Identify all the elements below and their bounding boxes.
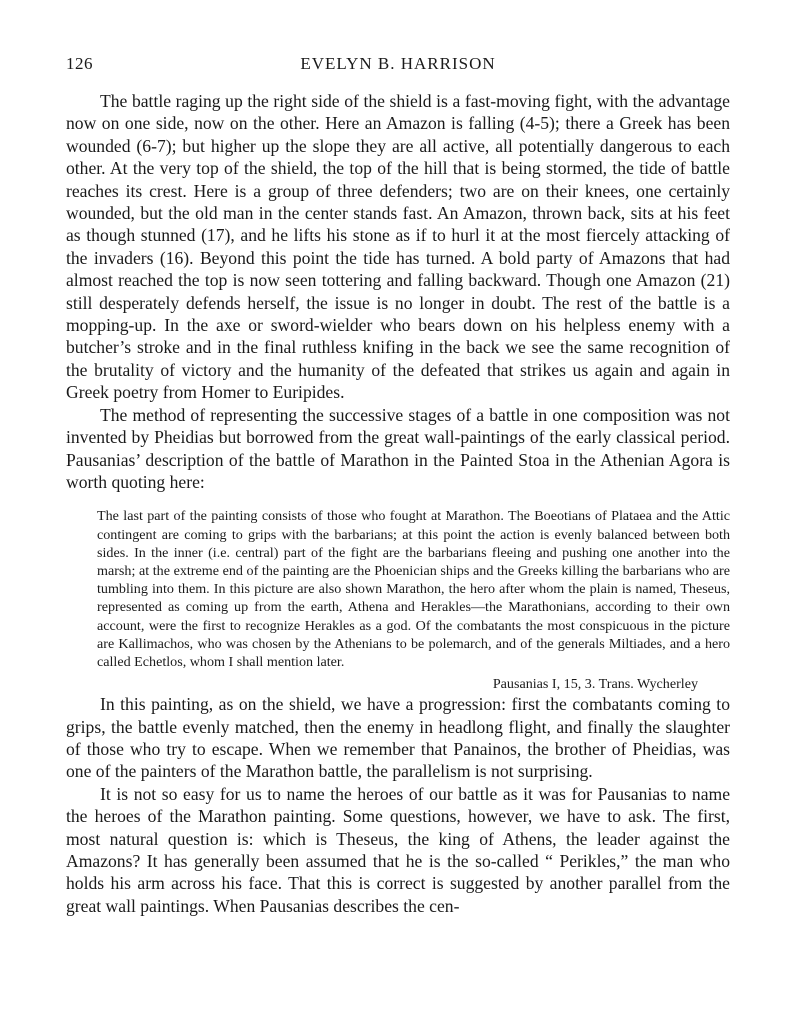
paragraph-method: The method of representing the successive stages of a battle in one composition was not invented by Pheidias but borrowed from the great wall-paintings of the early classical period. Pausanias’ description of the battle of Marathon in the Painted Stoa in the Athenian Agora is worth quoting here:	[66, 404, 730, 492]
body-text	[66, 90, 730, 917]
paragraph-battle-description: The battle raging up the right side of the shield is a fast-moving fight, with the advantage now on one side, now on the other. Here an Amazon is falling (4-5); there a Greek has been wounded (6-7); but higher up the slope they are all active, all potentially dangerous to each other. At the very top of the shield, the top of the hill that is being stormed, the tide of battle reaches its crest. Here is a group of three defenders; two are on their knees, one certainly wounded, but the old man in the center stands fast. An Amazon, thrown back, sits at his feet as though stunned (17), and he lifts his stone as if to hurl it at the most fiercely attacking of the invaders (16). Beyond this point the tide has turned. A bold party of Amazons that had almost reached the top is now seen tottering and falling backward. Though one Amazon (21) still desperately defends herself, the issue is no longer in doubt. The rest of the battle is a mopping-up. In the axe or sword-wielder who bears down on his helpless enemy with a butcher’s stroke and in the final ruthless knifing in the back we see the same recognition of the brutality of victory and the humanity of the defeated that strikes us again and again in Greek poetry from Homer to Euripides.	[66, 91, 730, 403]
page-number: 126	[66, 54, 93, 73]
quote-citation: Pausanias I, 15, 3. Trans. Wycherley	[492, 676, 698, 693]
paragraph-progression: In this painting, as on the shield, we have a progression: first the combatants coming to grips, the battle evenly matched, then the enemy in headlong flight, and finally the slaughter of those who try to escape. When we remember that Panainos, the brother of Pheidias, was one of the painters of the Marathon battle, the parallelism is not surprising.	[66, 694, 730, 782]
page-header	[66, 54, 730, 78]
block-quote	[97, 507, 730, 671]
paragraph-heroes: It is not so easy for us to name the heroes of our battle as it was for Pausanias to name the heroes of the Marathon painting. Some questions, however, we have to ask. The first, most natural question is: which is Theseus, the king of Athens, the leader against the Amazons? It has generally been assumed that he is the so-called “ Perikles,” the man who holds his arm across his face. That this is correct is suggested by another parallel from the great wall paintings. When Pausanias describes the cen-	[66, 783, 730, 916]
running-head: EVELYN B. HARRISON	[300, 54, 496, 73]
block-quote-text: The last part of the painting consists of those who fought at Marathon. The Boeotians of Plataea and the Attic contingent are coming to grips with the barbarians; at this point the action is evenly balanced between both sides. In the inner (i.e. central) part of the fight are the barbarians fleeing and pushing one another into the marsh; at the extreme end of the painting are the Phoenician ships and the Greeks killing the barbarians who are tumbling into them. In this picture are also shown Marathon, the hero after whom the plain is named, Theseus, represented as coming up from the earth, Athena and Herakles—the Marathonians, according to their own account, were the first to recognize Herakles as a god. Of the combatants the most conspicuous in the picture are Kallimachos, who was chosen by the Athenians to be polemarch, and of the generals Miltiades, and a hero called Echetlos, whom I shall mention later.	[97, 508, 730, 670]
